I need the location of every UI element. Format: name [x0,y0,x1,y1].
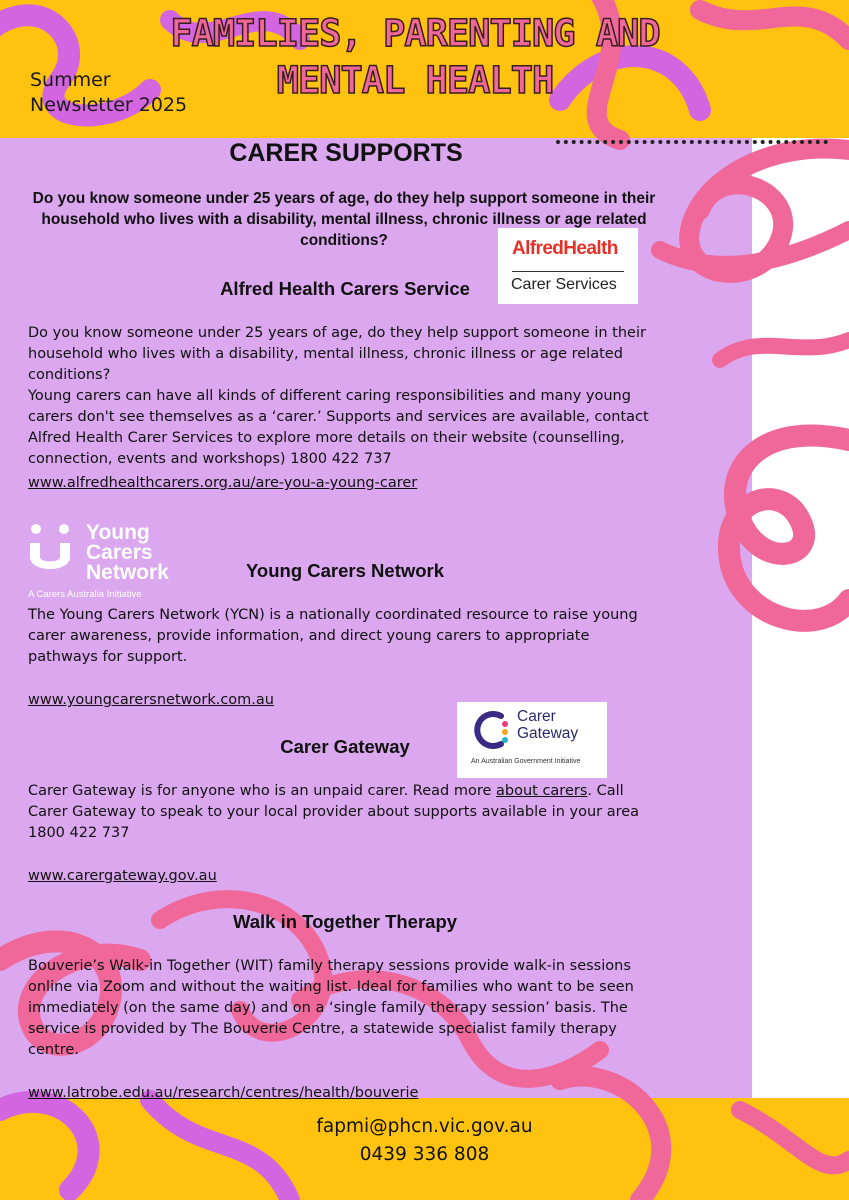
cg-logo-line2: Gateway [517,725,579,742]
ycn-link[interactable]: www.youngcarersnetwork.com.au [28,692,274,708]
newsletter-season: Summer [30,69,111,91]
carer-gateway-logo-tagline: An Australian Government Initiative [471,758,581,765]
wit-heading: Walk in Together Therapy [232,911,458,932]
carer-supports-heading: CARER SUPPORTS [229,139,463,167]
ycn-logo-line2: Carers [86,541,153,564]
gateway-para-part1: Carer Gateway is for anyone who is an unpaid carer. Read more [28,783,496,799]
gateway-link[interactable]: www.carergateway.gov.au [28,868,217,884]
page-title-line2: MENTAL HEALTH [276,59,554,102]
alfred-heading: Alfred Health Carers Service [220,278,470,299]
dotted-divider [556,140,828,144]
page-title [150,10,680,104]
young-carers-network-logo [26,523,186,603]
ycn-smile-icon [26,523,76,583]
about-carers-link[interactable]: about carers [496,783,588,799]
contact-phone[interactable]: 0439 336 808 [359,1144,490,1165]
ycn-logo-line3: Network [86,561,169,584]
ycn-logo-text [86,523,169,583]
contact-email[interactable]: fapmi@phcn.vic.gov.au [316,1116,533,1137]
alfred-logo-divider [512,271,624,272]
ycn-heading: Young Carers Network [245,560,445,581]
newsletter-year: Newsletter 2025 [30,94,188,116]
carer-supports-intro: Do you know someone under 25 years of age, do they help support someone in their household who lives with a disability, mental illness, chronic illness or age related conditions? [32,190,656,249]
page-title-line1: FAMILIES, PARENTING AND [170,12,660,55]
alfred-para-1: Do you know someone under 25 years of age, do they help support someone in their household who lives with a disability, mental illness, chronic illness or age related conditions? [28,325,646,383]
gateway-para-part2: . Call Carer Gateway to speak to your local provider about supports available in your area 1800 422 737 [28,783,640,841]
alfred-link[interactable]: www.alfredhealthcarers.org.au/are-you-a-young-carer [28,475,418,491]
alfred-logo-sub: Carer Services [511,276,617,293]
gateway-heading: Carer Gateway [280,736,410,757]
ycn-logo-tagline: A Carers Australia Initiative [28,589,142,600]
cg-logo-line1: Carer [517,708,556,725]
alfred-logo-brand: AlfredHealth [512,238,618,259]
gateway-body [28,781,656,844]
alfred-para-2: Young carers can have all kinds of different caring responsibilities and many young carers don't see themselves as a ‘carer.’ Supports and services are available, contact Alfred Health Carer Services to explore more details on their website (counselling, connection, events and workshops) 1800 422 737 [28,388,649,467]
carer-gateway-logo-name [517,708,578,742]
wit-link[interactable]: www.latrobe.edu.au/research/centres/health/bouverie [28,1085,419,1101]
alfred-body [28,323,656,470]
wit-body: Bouverie’s Walk-in Together (WIT) family therapy sessions provide walk-in sessions online via Zoom and without the waiting list. Ideal for families who want to be seen immediately (on the same day) and on a ‘single family therapy session’ basis. The service is provided by The Bouverie Centre, a statewide specialist family therapy centre. [28,958,634,1058]
ycn-logo-line1: Young [86,521,150,544]
ycn-body: The Young Carers Network (YCN) is a nationally coordinated resource to raise young carer awareness, provide information, and direct young carers to appropriate pathways for support. [28,607,638,665]
